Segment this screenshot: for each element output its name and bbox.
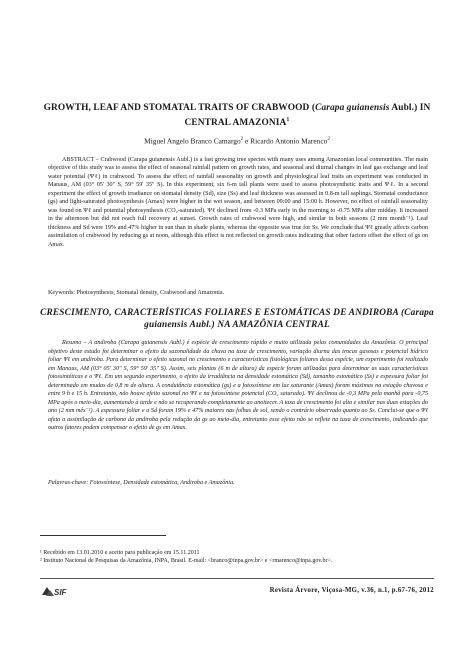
footnote-divider	[40, 535, 166, 536]
abstract-english	[48, 156, 428, 249]
article-title-portuguese: CRESCIMENTO, CARACTERÍSTICAS FOLIARES E ESTOMÁTICAS DE ANDIROBA (Carapa guianensis Aubl.) NA AMAZÔNIA CENTRAL	[40, 308, 434, 331]
resumo-text: Resumo – A andiroba (Carapa guianensis Aubl.) é espécie de crescimento rápido e muito utilizada pelas comunidades da Amazônia. O principal objetivo deste estudo foi determinar o efeito da sazonalidade da chuva na taxa de crescimento, variação diurna das trocas gasosas e potencial hídrico foliar Ψℓ em andiroba. Para determinar o efeito sazonal no crescimento e características fisiológicas foliares dessa espécie, um experimento foi realizado em Manaus, AM (03° 05' 30" S, 59° 59' 35" S). Assim, seis plantas (6 m de altura) da espécie foram utilizadas para determinar as suas características fotossintéticas e o Ψℓ. Em um segundo experimento, o efeito da irradiância na densidade estomática (Sd), tamanho estomático (Ss) e espessura foliar foi determinado em mudas de 0,8 m de altura. A condutância estomática (gs) e a fotossíntese em luz saturante (Amax) foram máximas na estação chuvosa e entre 9 h e 15 h. Entretanto, não houve efeito sazonal no Ψℓ e na fotossíntese potencial (CO₂ saturado). Ψℓ declinou de -0,3 MPa pela manhã para -0,75 MPa após o meio-dia, aumentando à tarde e não se recuperando completamente ao anoitecer. A taxa de crescimento foi alta e similar nas duas estações do ano (2 mm mês⁻¹). A espessura foliar e a Sd foram 19% e 47% maiores nas folhas de sol, sendo o contrário observado quanto ao Ss. Conclui-se que o Ψℓ afeta a assimilação de carbono da andiroba pela redução da gs ao meio-dia, entretanto esse efeito não se reflete na taxa de crescimento, indicando que outros fatores podem compensar o efeito de gs em Amax.	[48, 340, 428, 432]
author-name: Ricardo Antonio Marenco	[250, 136, 328, 146]
authors: Miguel Angelo Branco Camargo$^2$ e Ricardo Antonio Marenco$^2$	[144, 136, 330, 146]
footnotes	[40, 549, 440, 566]
footnote-received: ¹ Recebido em 13.01.2010 e aceito para publicação em 15.11.2011	[40, 550, 200, 556]
sif-logo	[40, 581, 70, 601]
title-species: Carapa guianensis	[315, 103, 390, 113]
abstract-text: ABSTRACT – Crabwood (Carapa guianensis Aubl.) is a fast growing tree species with many uses among Amazonian local communities. The main objective of this study was to assess the effect of seasonal rainfall pattern on growth rates, and seasonal and diurnal changes in leaf gas exchange and leaf water potential (Ψℓ) in crabwood. To assess the effect of rainfall seasonality on growth and physiological leaf traits an experiment was conducted in Manaus, AM (03° 05' 30" S, 59° 59' 35" S). In this experiment, six 6-m tall plants were used to assess photosynthetic traits and Ψℓ. In a second experiment the effect of growth irradiance on stomatal density (Sd), size (Ss) and leaf thickness was assessed in 0.8-m tall saplings. Stomatal conductance (gs) and light-saturated photosynthesis (Amax) were higher in the wet season, and between 09:00 and 15:00 h. However, no effect of rainfall seasonality was found on Ψℓ and potential photosynthesis (CO₂-saturated). Ψℓ declined from -0.3 MPa early in the morning to -0.75 MPa after midday. It increased in the afternoon but did not reach full recovery at sunset. Growth rates of crabwood were high, and similar in both seasons (2 mm month⁻¹). Leaf thickness and Sd were 19% and 47% higher in sun than in shade plants, whereas the opposite was true for Ss. We conclude that Ψℓ greatly affects carbon assimilation of crabwood by reducing gs at noon, although this effect is not reflected on growth rates indicating that other factors offset the effect of gs on Amax.	[48, 157, 428, 248]
abstract-portuguese	[48, 339, 428, 433]
article-title: GROWTH, LEAF AND STOMATAL TRAITS OF CRABWOOD (Carapa guianensis Aubl.) IN CENTRAL AMAZONIA$^1$	[43, 103, 431, 129]
footnote-affiliation: ² Instituto Nacional de Pesquisas da Amazônia, INPA, Brasil. E-mail: <branco@inpa.gov.br> e <rmarenco@inpa.gov.br>.	[40, 558, 333, 565]
logo-text: SIF	[54, 588, 67, 597]
keywords-english: Keywords: Photosynthesis, Stomatal density, Crabwood and Amazonia.	[48, 290, 225, 296]
title-footnote-mark: 1	[286, 117, 290, 123]
journal-citation: Revista Árvore, Viçosa-MG, v.36, n.1, p.67-76, 2012	[269, 587, 434, 594]
author-name: Miguel Angelo Branco Camargo	[144, 136, 241, 146]
keywords-portuguese: Palavras-chave: Fotossíntese, Densidade estomática, Andiroba e Amazônia.	[48, 480, 235, 486]
footer-divider	[40, 578, 434, 579]
